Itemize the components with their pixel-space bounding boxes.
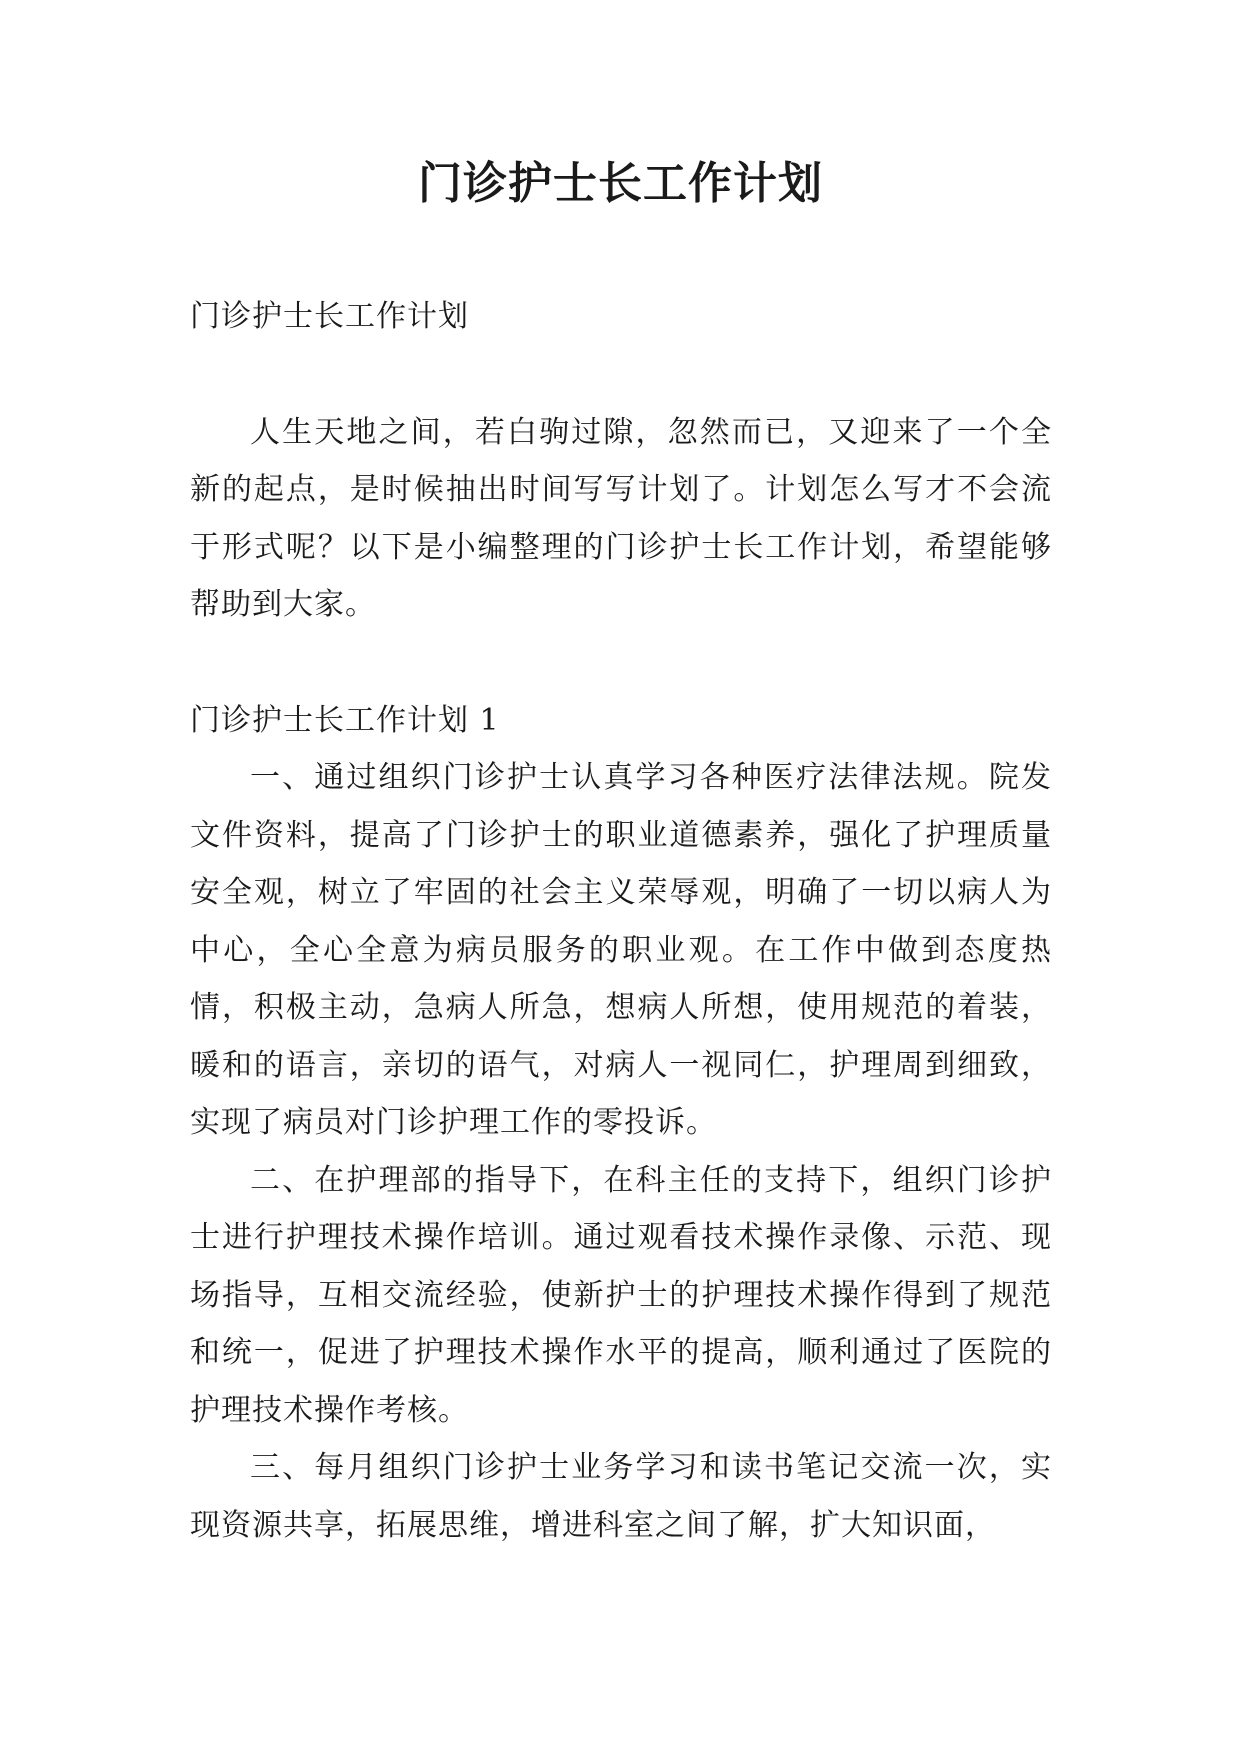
intro-paragraph: 人生天地之间，若白驹过隙，忽然而已，又迎来了一个全新的起点，是时候抽出时间写写计划了。计划怎么写才不会流于形式呢？以下是小编整理的门诊护士长工作计划，希望能够帮助到大家。: [190, 414, 1052, 622]
section-heading: 门诊护士长工作计划 1: [190, 702, 500, 738]
document-body: [190, 288, 1052, 1554]
spacer: [190, 346, 1052, 404]
spacer: [190, 634, 1052, 692]
body-paragraph-1: 一、通过组织门诊护士认真学习各种医疗法律法规。院发文件资料，提高了门诊护士的职业道德素养，强化了护理质量安全观，树立了牢固的社会主义荣辱观，明确了一切以病人为中心，全心全意为病员服务的职业观。在工作中做到态度热情，积极主动，急病人所急，想病人所想，使用规范的着装，暖和的语言，亲切的语气，对病人一视同仁，护理周到细致，实现了病员对门诊护理工作的零投诉。: [190, 760, 1052, 1140]
body-paragraph-3: 三、每月组织门诊护士业务学习和读书笔记交流一次，实现资源共享，拓展思维，增进科室之间了解，扩大知识面，: [190, 1450, 1052, 1543]
document-subtitle: 门诊护士长工作计划: [190, 299, 469, 334]
body-paragraph-2: 二、在护理部的指导下，在科主任的支持下，组织门诊护士进行护理技术操作培训。通过观看技术操作录像、示范、现场指导，互相交流经验，使新护士的护理技术操作得到了规范和统一，促进了护理技术操作水平的提高，顺利通过了医院的护理技术操作考核。: [190, 1162, 1052, 1428]
document-title: 门诊护士长工作计划: [418, 158, 823, 209]
